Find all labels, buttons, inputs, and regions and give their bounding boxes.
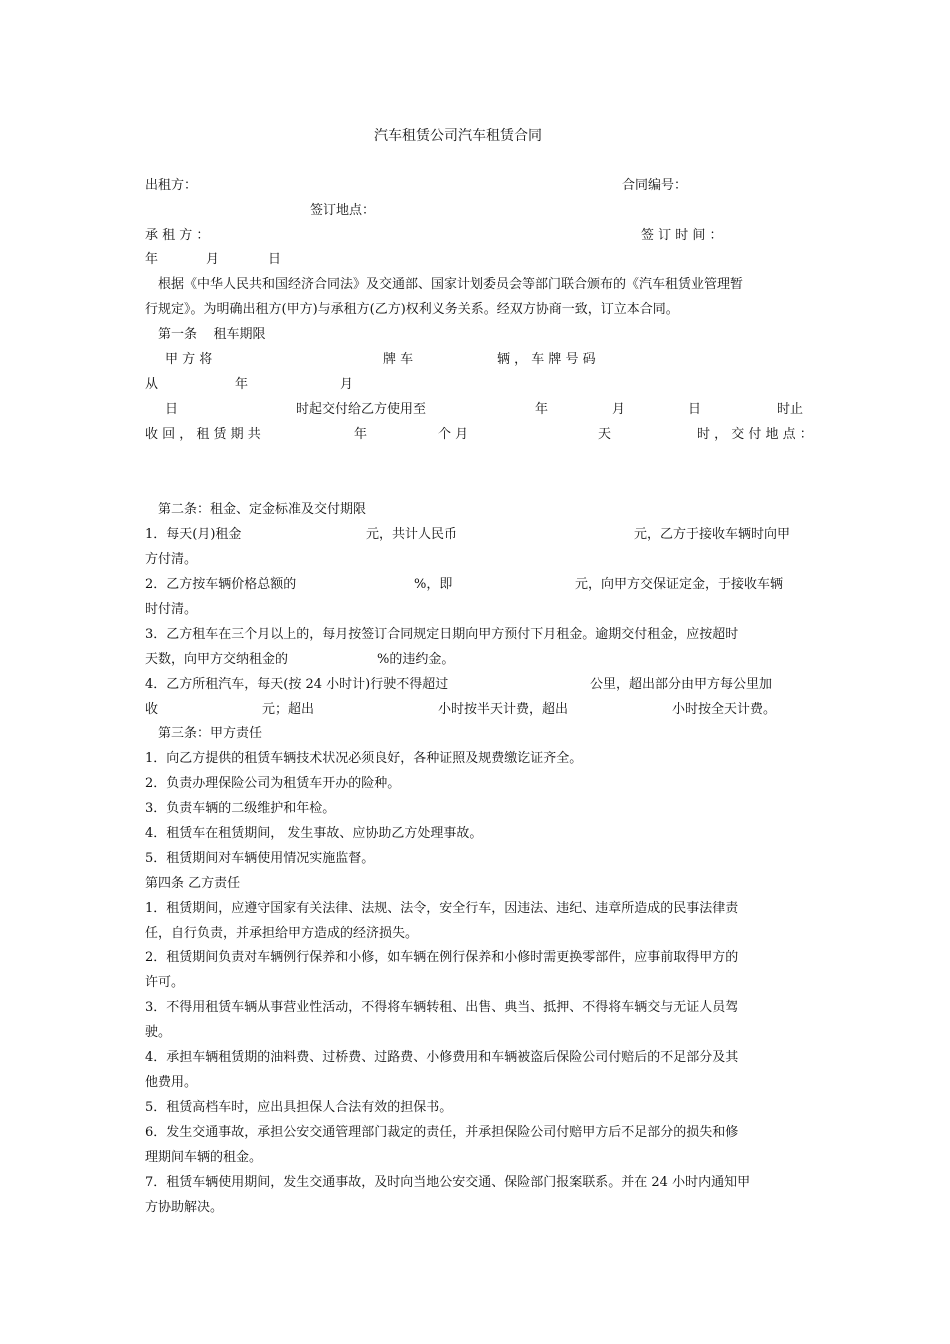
article-1-text: 月 — [612, 402, 626, 417]
article-2-text: 4．乙方所租汽车，每天(按 24 小时计)行驶不得超过 — [145, 677, 449, 692]
date-year: 年 — [145, 252, 159, 267]
article-1-text: 从 — [145, 377, 159, 392]
article-1-text: 天 — [598, 427, 612, 442]
article-1-text: 牌 车 — [383, 352, 414, 367]
lessee-label: 承 租 方 ： — [145, 228, 210, 243]
article-4-line: 3．不得用租赁车辆从事营业性活动，不得将车辆转租、出售、典当、抵押、不得将车辆交与无证人员驾 — [145, 1000, 739, 1015]
article-2-text: 小时按全天计费。 — [672, 702, 777, 717]
article-3-heading: 第三条：甲方责任 — [158, 726, 263, 741]
lessor-label: 出租方： — [145, 178, 198, 193]
article-1-text: 时 ， 交 付 地 点 ： — [697, 427, 813, 442]
contract-number-label: 合同编号： — [622, 178, 688, 193]
article-4-line: 许可。 — [145, 975, 185, 990]
preamble-line-1: 根据《中华人民共和国经济合同法》及交通部、国家计划委员会等部门联合颁布的《汽车租赁业管理暂 — [158, 277, 744, 292]
article-4-line: 7．租赁车辆使用期间，发生交通事故，及时向当地公安交通、保险部门报案联系。并在 24 小时内通知甲 — [145, 1175, 751, 1190]
article-4-line: 任，自行负责，并承担给甲方造成的经济损失。 — [145, 926, 419, 941]
article-1-text: 个 月 — [438, 427, 469, 442]
article-1-text: 日 — [688, 402, 702, 417]
article-3-item: 3．负责车辆的二级维护和年检。 — [145, 801, 336, 816]
article-4-line: 6．发生交通事故，承担公安交通管理部门裁定的责任，并承担保险公司付赔甲方后不足部分的损失和修 — [145, 1125, 739, 1140]
sign-time-label: 签 订 时 间 ： — [641, 228, 723, 243]
date-month: 月 — [206, 252, 220, 267]
article-2-text: 方付清。 — [145, 552, 198, 567]
article-2-text: 小时按半天计费，超出 — [438, 702, 569, 717]
article-1-text: 年 — [535, 402, 549, 417]
article-4-line: 2．租赁期间负责对车辆例行保养和小修，如车辆在例行保养和小修时需更换零部件，应事前取得甲方的 — [145, 950, 739, 965]
article-1-text: 时止 — [777, 402, 804, 417]
article-2-text: 2．乙方按车辆价格总额的 — [145, 577, 297, 592]
article-4-line: 5．租赁高档车时，应出具担保人合法有效的担保书。 — [145, 1100, 453, 1115]
article-2-text: %，即 — [414, 577, 453, 592]
sign-place-label: 签订地点： — [310, 203, 376, 218]
article-2-text: 元，向甲方交保证定金，于接收车辆 — [575, 577, 784, 592]
article-1-text: 甲 方 将 — [165, 352, 213, 367]
article-4-line: 方协助解决。 — [145, 1200, 224, 1215]
article-4-line: 驶。 — [145, 1025, 172, 1040]
article-2-text: 公里，超出部分由甲方每公里加 — [590, 677, 773, 692]
article-1-text: 收 回 ， 租 赁 期 共 — [145, 427, 261, 442]
article-1-heading: 第一条 租车期限 — [158, 327, 266, 342]
article-1-text: 年 — [235, 377, 249, 392]
article-1-text: 日 — [165, 402, 179, 417]
article-4-line: 4．承担车辆租赁期的油料费、过桥费、过路费、小修费用和车辆被盗后保险公司付赔后的不足部分及其 — [145, 1050, 739, 1065]
article-3-item: 2．负责办理保险公司为租赁车开办的险种。 — [145, 776, 401, 791]
article-2-text: 元，共计人民币 — [366, 527, 458, 542]
document-title: 汽车租赁公司汽车租赁合同 — [374, 128, 542, 144]
article-3-item: 1．向乙方提供的租赁车辆技术状况必须良好，各种证照及规费缴讫证齐全。 — [145, 751, 583, 766]
article-3-item: 5．租赁期间对车辆使用情况实施监督。 — [145, 851, 375, 866]
date-day: 日 — [268, 252, 282, 267]
article-2-text: 时付清。 — [145, 602, 198, 617]
article-2-text: 1．每天(月)租金 — [145, 527, 242, 542]
article-2-text: 收 — [145, 702, 159, 717]
preamble-line-2: 行规定》。为明确出租方(甲方)与承租方(乙方)权利义务关系。经双方协商一致，订立本合同。 — [145, 302, 679, 317]
article-4-line: 理期间车辆的租金。 — [145, 1150, 263, 1165]
article-4-line: 1．租赁期间，应遵守国家有关法律、法规、法令，安全行车，因违法、违纪、违章所造成的民事法律责 — [145, 901, 739, 916]
article-3-item: 4．租赁车在租赁期间， 发生事故、应协助乙方处理事故。 — [145, 826, 483, 841]
article-2-heading: 第二条：租金、定金标准及交付期限 — [158, 502, 367, 517]
article-2-text: 天数，向甲方交纳租金的 — [145, 652, 289, 667]
article-1-text: 年 — [354, 427, 368, 442]
article-2-text: 3．乙方租车在三个月以上的，每月按签订合同规定日期向甲方预付下月租金。逾期交付租金，应按超时 — [145, 627, 739, 642]
article-1-text: 时起交付给乙方使用至 — [296, 402, 427, 417]
article-1-text: 辆 ， 车 牌 号 码 — [497, 352, 596, 367]
article-2-text: 元，乙方于接收车辆时向甲 — [634, 527, 791, 542]
article-2-text: 元；超出 — [262, 702, 315, 717]
article-1-text: 月 — [340, 377, 354, 392]
article-2-text: %的违约金。 — [377, 652, 455, 667]
article-4-heading: 第四条 乙方责任 — [145, 876, 241, 891]
article-4-line: 他费用。 — [145, 1075, 198, 1090]
